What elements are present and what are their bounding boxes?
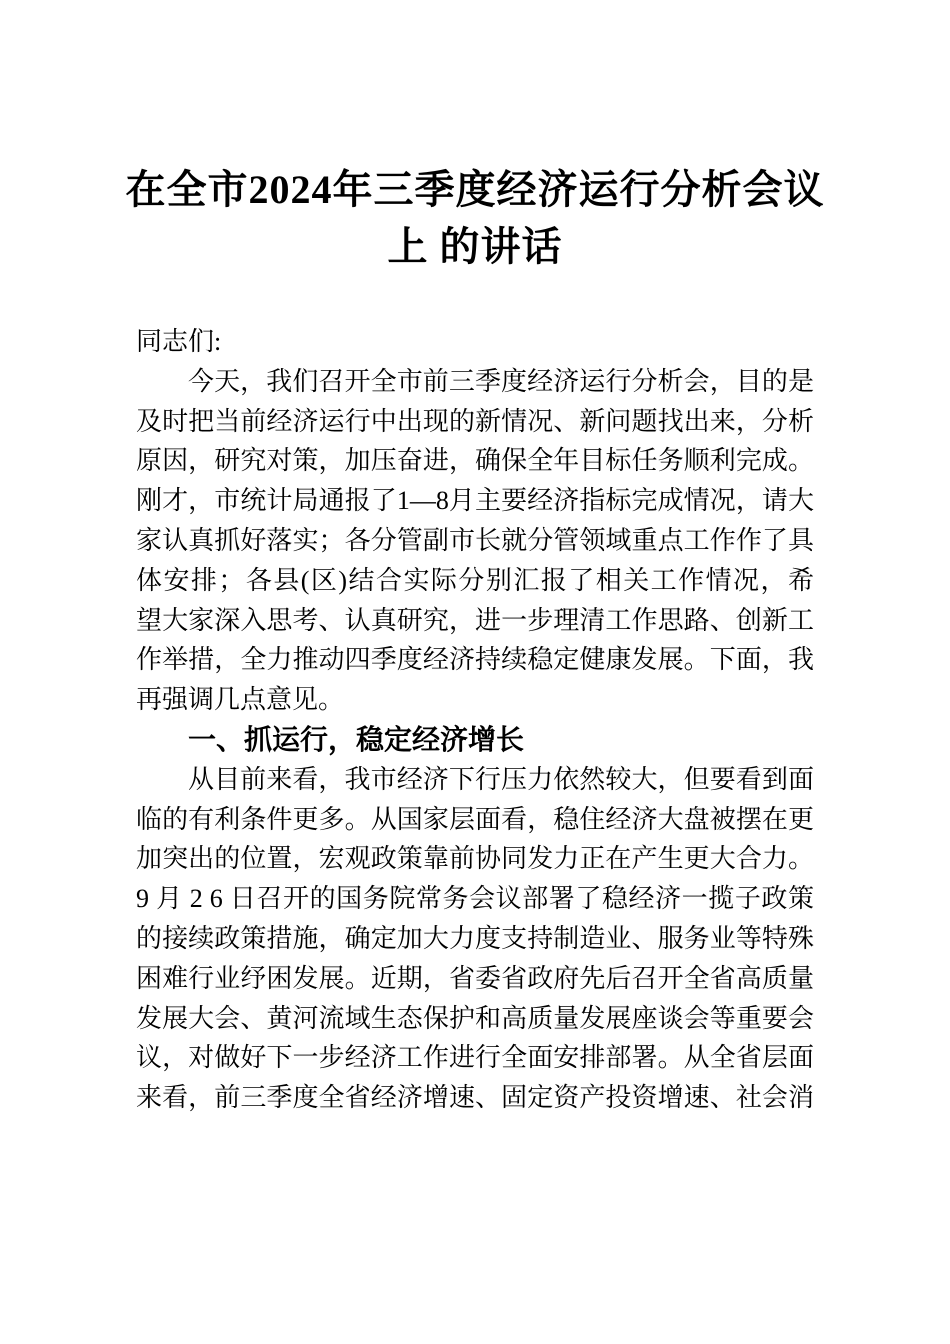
document-body xyxy=(136,322,814,1118)
document-title-line2: 上 的讲话 xyxy=(387,224,563,269)
paragraph2-line: 的接续政策措施，确定加大力度支持制造业、服务业等特殊 xyxy=(136,923,814,953)
paragraph1-line: 再强调几点意见。 xyxy=(136,685,345,715)
paragraph1-line: 家认真抓好落实；各分管副市长就分管领域重点工作作了具 xyxy=(136,525,814,555)
paragraph1-line: 望大家深入思考、认真研究，进一步理清工作思路、创新工 xyxy=(136,605,814,635)
paragraph2-line: 来看，前三季度全省经济增速、固定资产投资增速、社会消 xyxy=(136,1083,814,1113)
paragraph1-line: 刚才，市统计局通报了1—8月主要经济指标完成情况，请大 xyxy=(136,486,814,516)
paragraph2-line: 从目前来看，我市经济下行压力依然较大，但要看到面 xyxy=(188,764,814,794)
paragraph2-line: 发展大会、黄河流域生态保护和高质量发展座谈会等重要会 xyxy=(136,1003,814,1033)
document-title xyxy=(0,161,950,275)
paragraph2-line: 困难行业纾困发展。近期，省委省政府先后召开全省高质量 xyxy=(136,963,814,993)
paragraph2-line: 9 月 2 6 日召开的国务院常务会议部署了稳经济一揽子政策 xyxy=(136,884,814,914)
paragraph2-line: 加突出的位置，宏观政策靠前协同发力正在产生更大合力。 xyxy=(136,844,814,874)
paragraph1-line: 今天，我们召开全市前三季度经济运行分析会，目的是 xyxy=(188,366,814,396)
paragraph1-line: 体安排；各县(区)结合实际分别汇报了相关工作情况，希 xyxy=(136,565,814,595)
section-heading-1: 一、抓运行，稳定经济增长 xyxy=(188,722,525,756)
paragraph2-line: 议，对做好下一步经济工作进行全面安排部署。从全省层面 xyxy=(136,1043,814,1073)
document-title-line1: 在全市2024年三季度经济运行分析会议 xyxy=(125,167,825,212)
paragraph1-line: 及时把当前经济运行中出现的新情况、新问题找出来，分析 xyxy=(136,406,814,436)
salutation: 同志们: xyxy=(136,327,222,356)
paragraph2-line: 临的有利条件更多。从国家层面看，稳住经济大盘被摆在更 xyxy=(136,804,814,834)
paragraph1-line: 原因，研究对策，加压奋进，确保全年目标任务顺利完成。 xyxy=(136,446,814,476)
paragraph1-line: 作举措，全力推动四季度经济持续稳定健康发展。下面，我 xyxy=(136,645,814,675)
